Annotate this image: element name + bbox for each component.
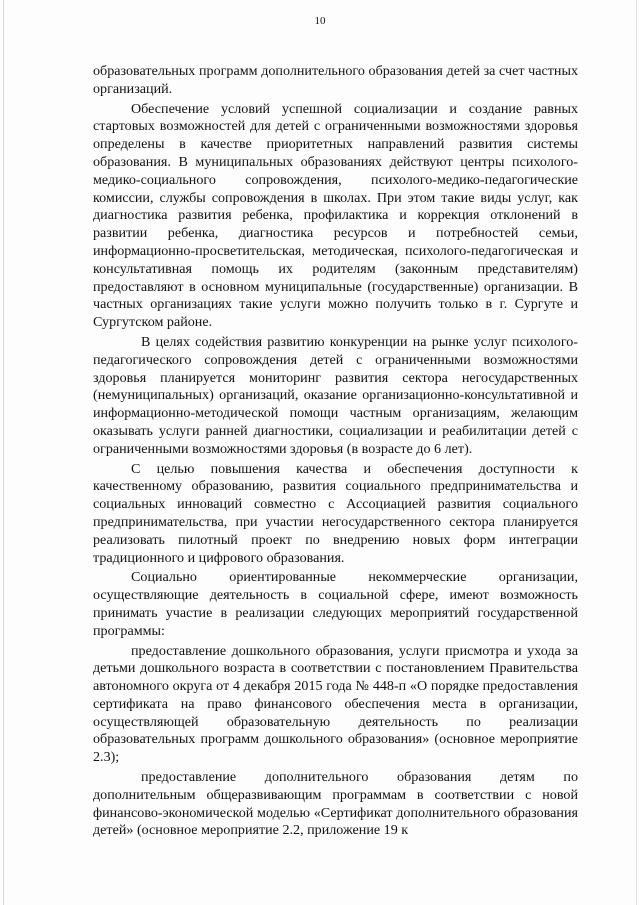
paragraph-nko: Социально ориентированные некоммерческие организации, осуществляющие деятельность в социальной сфере, имеют возможность принимать участие в реализации следующих мероприятий государственной программы: bbox=[93, 569, 578, 639]
paragraph-quality: С целью повышения качества и обеспечения доступности к качественному образованию, развития социального предпринимательства и социальных инноваций совместно с Ассоциацией развития социального предпринимательства, при участии негосударственного сектора планируется реализовать пилотный проект по внедрению новых форм интеграции традиционного и цифрового образования. bbox=[93, 460, 578, 566]
paragraph-preschool: предоставление дошкольного образования, услуги присмотра и ухода за детьми дошкольного возраста в соответствии с постановлением Правительства автономного округа от 4 декабря 2015 года № 448-п «О порядке предоставления сертификата на право финансового обеспечения места в организации, осуществляющей образовательную деятельность по реализации образовательных программ дошкольного образования» (основное мероприятие 2.3); bbox=[93, 642, 578, 766]
paragraph-socialization: Обеспечение условий успешной социализации и создание равных стартовых возможностей для детей с ограниченными возможностями здоровья определены в качестве приоритетных направлений развития системы образования. В муниципальных образованиях действуют центры психолого-медико-социального сопровождения, психолого-медико-педагогические комиссии, службы сопровождения в школах. При этом такие виды услуг, как диагностика развития ребенка, профилактика и коррекция отклонений в развитии ребенка, диагностика ресурсов и потребностей семьи, информационно-просветительская, методическая, психолого-педагогическая и консультативная помощь их родителям (законным представителям) предоставляют в основном муниципальные (государственные) организации. В частных организациях такие услуги можно получить только в г. Сургуте и Сургутском районе. bbox=[93, 100, 578, 331]
page-number: 10 bbox=[314, 15, 326, 27]
paragraph-additional-education: предоставление дополнительного образования детям по дополнительным общеразвивающим программам в соответствии с новой финансово-экономической моделью «Сертификат дополнительного образования детей» (основное мероприятие 2.2, приложение 19 к bbox=[93, 769, 578, 839]
scan-edge-right bbox=[636, 0, 637, 905]
paragraph-competition: В целях содействия развитию конкуренции на рынке услуг психолого-педагогического сопровождения детей с ограниченными возможностями здоровья планируется мониторинг развития сектора негосударственных (немуниципальных) организаций, оказание организационно-консультативной и информационно-методической помощи частным организациям, желающим оказывать услуги ранней диагностики, социализации и реабилитации детей с ограниченными возможностями здоровья (в возрасте до 6 лет). bbox=[93, 333, 578, 457]
body-text bbox=[93, 63, 578, 842]
scan-edge-left bbox=[3, 0, 4, 905]
paragraph-continuation: образовательных программ дополнительного образования детей за счет частных организаций. bbox=[93, 63, 578, 97]
